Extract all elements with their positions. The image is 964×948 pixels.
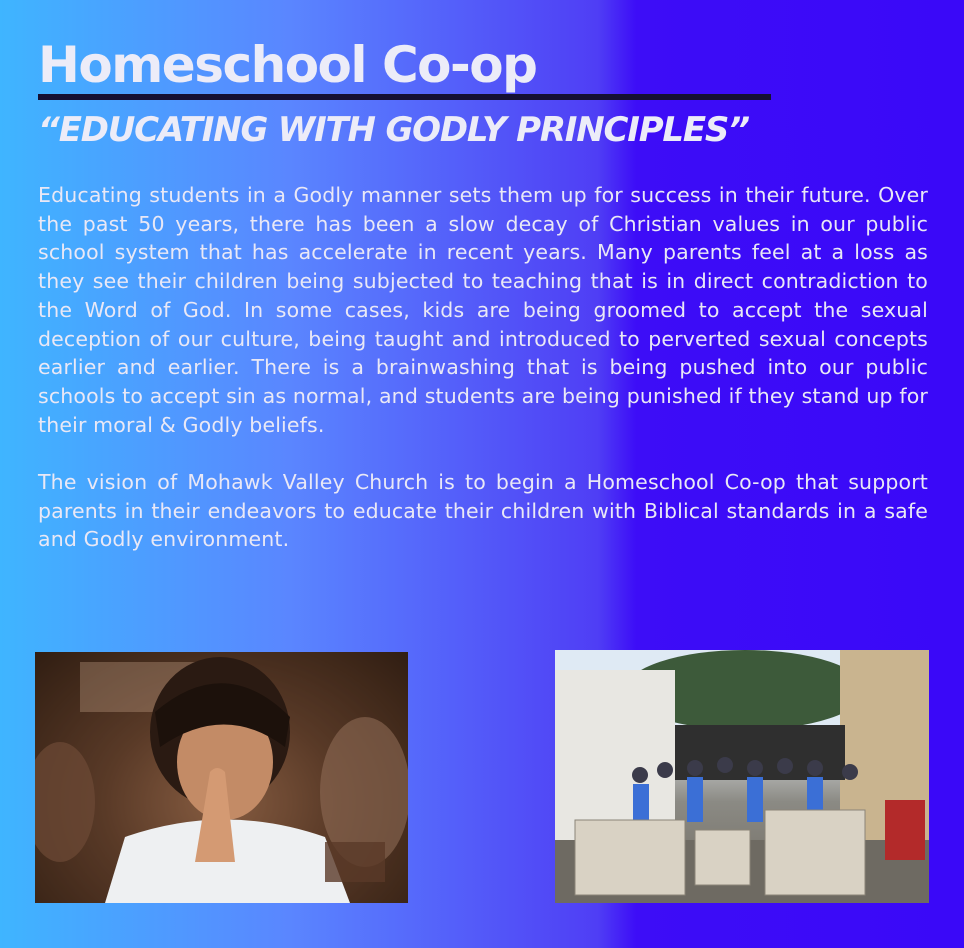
praying-child-photo	[35, 652, 408, 903]
volunteer-group-photo	[555, 650, 929, 903]
paragraph-vision: The vision of Mohawk Valley Church is to begin a Homeschool Co-op that support parents in their endeavors to educate their children with Biblical standards in a safe and Godly environment.	[38, 470, 928, 552]
body-text	[38, 181, 928, 554]
title-underline	[38, 94, 771, 100]
paragraph-intro: Educating students in a Godly manner sets them up for success in their future. Over the past 50 years, there has been a slow decay of Christian values in our public school system that has accelerate in recent years. Many parents feel at a loss as they see their children being subjected to teaching that is in direct contradiction to the Word of God. In some cases, kids are being groomed to accept the sexual deception of our culture, being taught and introduced to perverted sexual concepts earlier and earlier. There is a brainwashing that is being pushed into our public schools to accept sin as normal, and students are being punished if they stand up for their moral & Godly beliefs.	[38, 183, 928, 437]
page-subtitle: “EDUCATING WITH GODLY PRINCIPLES”	[38, 110, 749, 150]
page-title: Homeschool Co-op	[38, 36, 537, 94]
